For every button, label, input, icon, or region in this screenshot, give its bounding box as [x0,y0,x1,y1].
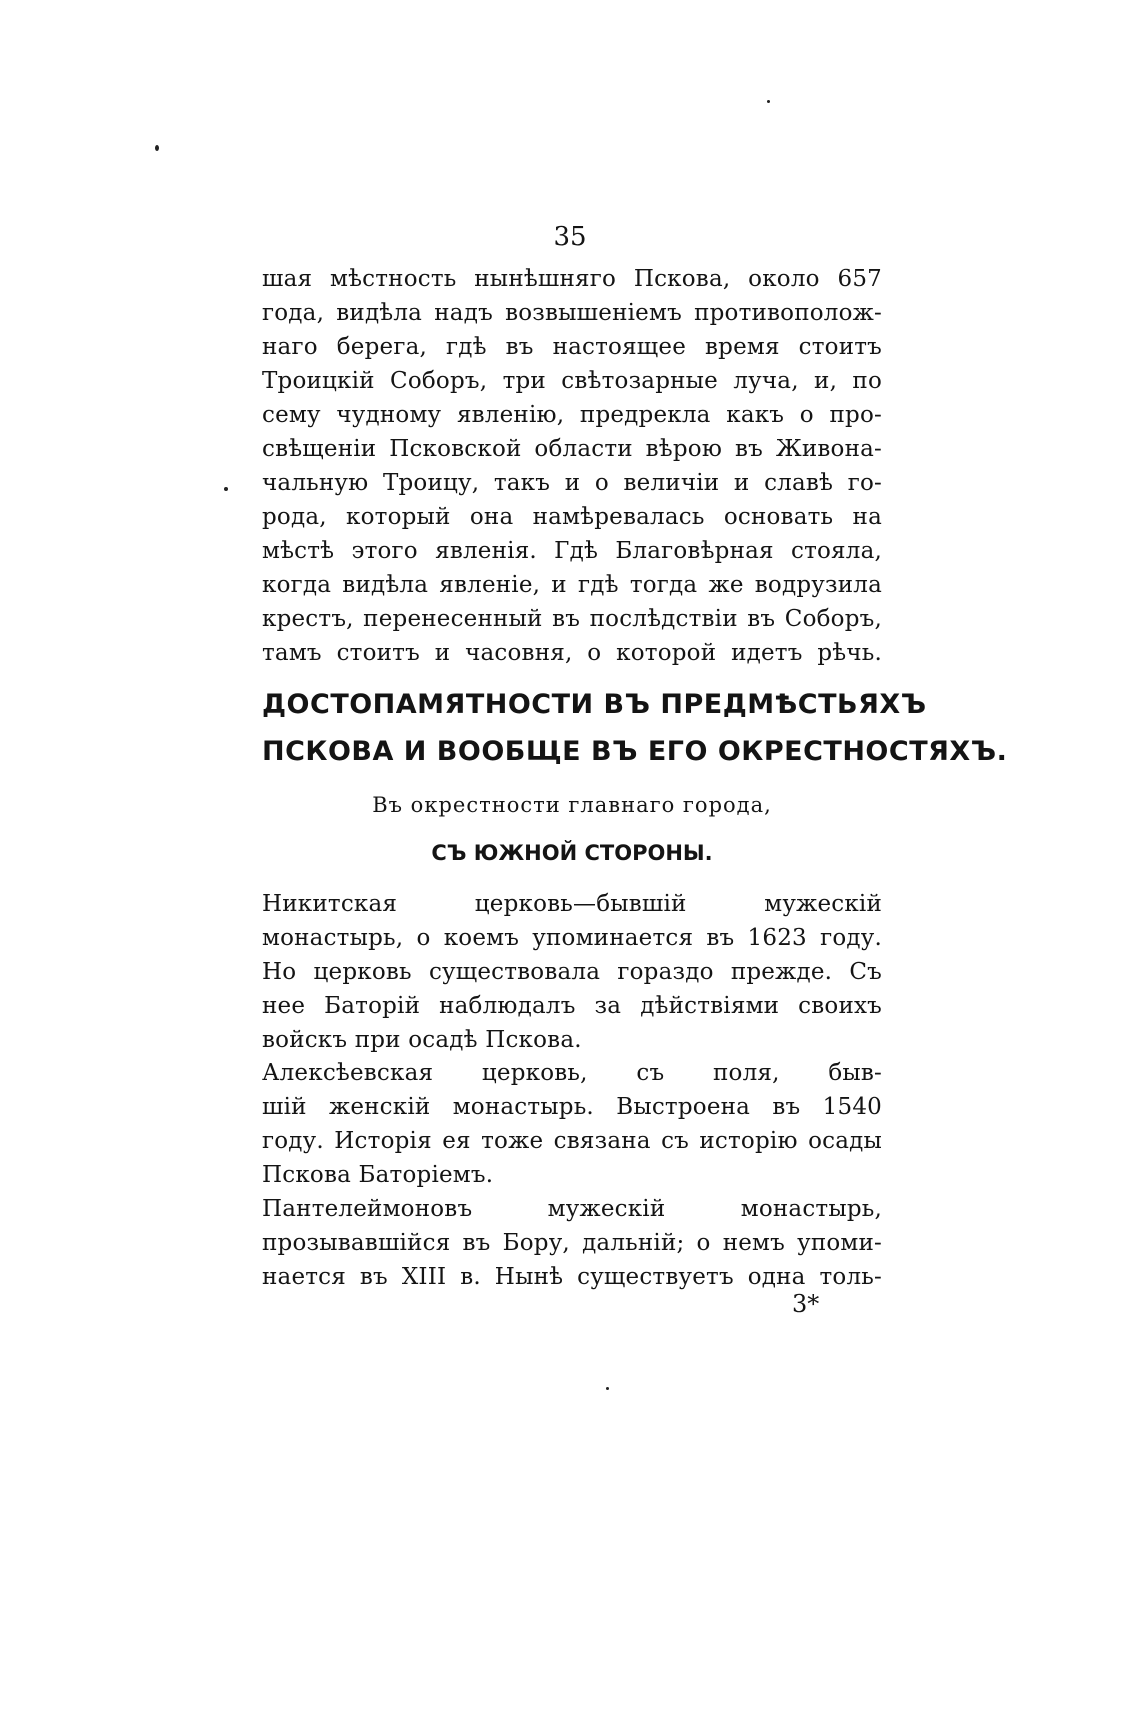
text-line: монастырь, о коемъ упоминается въ 1623 году. [262,925,882,951]
text-line: нается въ XIII в. Нынѣ существуетъ одна толь- [262,1264,882,1290]
subheading-bold: СЪ ЮЖНОЙ СТОРОНЫ. [431,841,713,865]
section-heading-line-2: ПСКОВА И ВООБЩЕ ВЪ ЕГО ОКРЕСТНОСТЯХЪ. [262,736,1008,767]
top-paragraph [262,262,882,670]
page-number: 35 [553,222,587,252]
paragraph-panteleimonov [262,1192,882,1294]
text-line: Никитская церковь—бывшій мужескій [262,891,882,917]
text-line: свѣщеніи Псковской области вѣрою въ Живона- [262,436,882,462]
text-line: шая мѣстность нынѣшняго Пскова, около 657 [262,266,882,292]
text-line: шій женскій монастырь. Выстроена въ 1540 [262,1094,882,1120]
paragraph-alekseevskaya [262,1056,882,1192]
text-line: чальную Троицу, такъ и о величіи и славѣ го- [262,470,882,496]
text-line: году. Исторія ея тоже связана съ исторію осады [262,1128,882,1154]
text-line: когда видѣла явленіе, и гдѣ тогда же водрузила [262,572,882,598]
text-line: Пскова Баторіемъ. [262,1162,494,1188]
text-line: мѣстѣ этого явленія. Гдѣ Благовѣрная стояла, [262,538,882,564]
text-line: рода, который она намѣревалась основать на [262,504,882,530]
text-line: Пантелеймоновъ мужескій монастырь, [262,1196,882,1222]
text-line: наго берега, гдѣ въ настоящее время стоитъ [262,334,882,360]
text-line: прозывавшійся въ Бору, дальній; о немъ упоми- [262,1230,882,1256]
text-line: тамъ стоитъ и часовня, о которой идетъ рѣчь. [262,640,882,666]
scan-speck [606,1387,609,1390]
text-line: крестъ, перенесенный въ послѣдствіи въ Соборъ, [262,606,882,632]
signature-mark: 3* [792,1290,820,1318]
paragraph-nikitskaya [262,887,882,1057]
text-line: года, видѣла надъ возвышеніемъ противополож- [262,300,882,326]
text-line: сему чудному явленію, предрекла какъ о про- [262,402,882,428]
scan-speck [767,100,770,103]
text-line: войскъ при осадѣ Пскова. [262,1027,582,1053]
subheading: Въ окрестности главнаго города, [372,793,772,817]
scan-speck [155,145,159,151]
section-heading-line-1: ДОСТОПАМЯТНОСТИ ВЪ ПРЕДМѢСТЬЯХЪ [262,689,927,720]
text-line: Алексѣевская церковь, съ поля, быв- [262,1060,882,1086]
text-line: Но церковь существовала гораздо прежде. Съ [262,959,882,985]
scan-speck [224,487,228,491]
text-line: нее Баторій наблюдалъ за дѣйствіями своихъ [262,993,882,1019]
text-line: Троицкій Соборъ, три свѣтозарные луча, и, по [262,368,882,394]
